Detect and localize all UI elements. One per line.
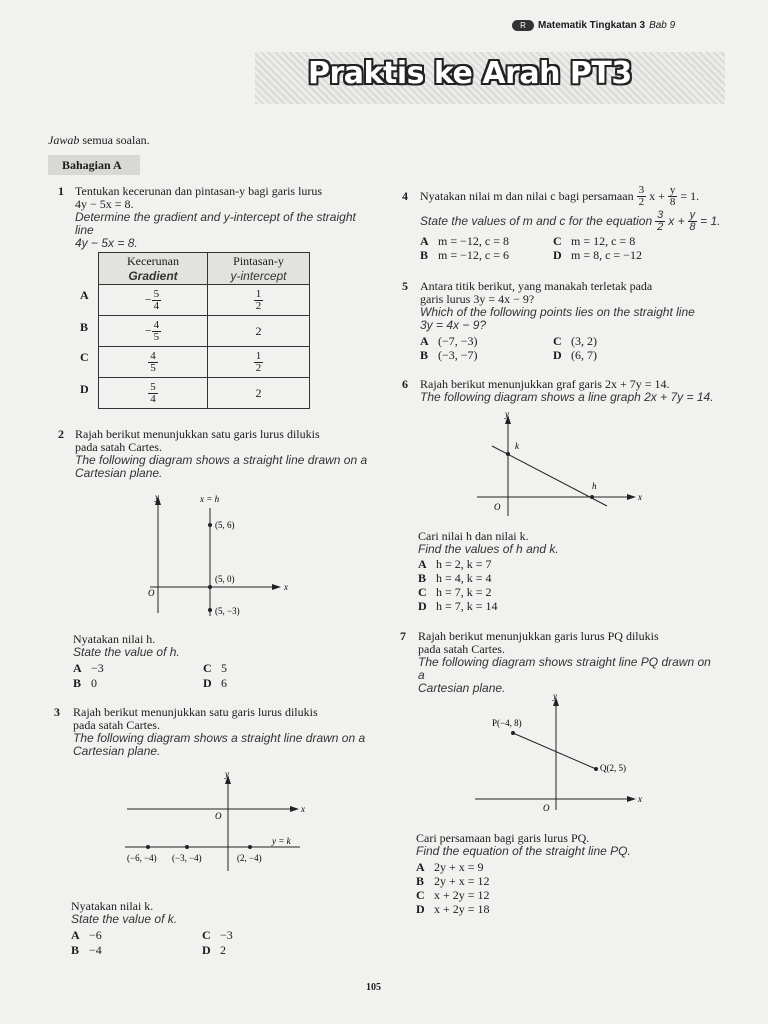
q1-text-en: Determine the gradient and y-intercept of the straight line	[75, 210, 356, 237]
q4-text-ms: Nyatakan nilai m dan nilai c bagi persamaan	[420, 189, 634, 203]
q6-ask-en: Find the values of h and k.	[418, 542, 559, 556]
option-letter: B	[418, 571, 427, 585]
q6-y-label: y	[505, 409, 509, 419]
q6-ask	[418, 530, 559, 556]
q1-col1-ms: Kecerunan	[127, 254, 179, 268]
option-letter: C	[203, 661, 212, 675]
question-number: 4	[402, 189, 408, 203]
question-1	[58, 185, 368, 250]
numerator: y	[689, 209, 696, 221]
banner-title: Praktis ke Arah PT3	[308, 56, 632, 91]
q7-y-label: y	[553, 691, 557, 701]
option-letter: D	[553, 248, 562, 262]
question-number: 3	[54, 705, 60, 719]
question-number: 7	[400, 629, 406, 643]
option-letter: D	[553, 348, 562, 362]
numerator: 4	[153, 318, 160, 331]
q2-point-3: (5, −3)	[215, 606, 240, 616]
option-value: −3	[91, 661, 104, 675]
denominator: 4	[150, 392, 156, 405]
q4-eq-mid: x +	[668, 214, 685, 228]
q4-eq-end: = 1.	[700, 214, 721, 228]
q5-option-b[interactable]	[420, 348, 478, 362]
q3-text-ms-2: pada satah Cartes.	[73, 718, 160, 732]
q7-text-en-1: The following diagram shows straight line PQ drawn on a	[418, 655, 711, 682]
q2-ask	[73, 633, 180, 659]
question-number: 6	[402, 377, 408, 391]
numerator: 3	[638, 184, 645, 196]
q3-point-2: (−3, −4)	[172, 853, 202, 863]
question-3	[54, 706, 374, 758]
option-letter: D	[418, 599, 427, 613]
q2-option-c[interactable]	[203, 661, 227, 675]
option-letter: B	[71, 943, 80, 957]
denominator: 2	[638, 196, 645, 208]
q3-option-a[interactable]	[71, 928, 102, 942]
q1-eq-ms: 4y − 5x = 8.	[75, 197, 134, 211]
q7-ask-en: Find the equation of the straight line PQ.	[416, 844, 631, 858]
q1-letter-a: A	[80, 288, 89, 302]
page-number: 105	[366, 982, 381, 993]
q1-answer-table	[98, 252, 310, 409]
fraction	[254, 351, 264, 374]
denominator: 5	[150, 361, 156, 374]
question-2	[58, 428, 373, 480]
q1-col1-en: Gradient	[128, 269, 178, 283]
q1-col2-en: y-intercept	[230, 269, 287, 283]
q1-eq-en: 4y − 5x = 8.	[75, 236, 138, 250]
q3-option-c[interactable]	[202, 928, 233, 942]
fraction	[655, 210, 665, 233]
option-value: 5	[221, 661, 227, 675]
option-value: h = 7, k = 14	[436, 599, 498, 613]
option-value: −4	[89, 943, 102, 957]
fraction	[668, 185, 678, 208]
option-letter: C	[202, 928, 211, 942]
q3-point-1: (−6, −4)	[127, 853, 157, 863]
option-value: m = −12, c = 6	[438, 248, 509, 262]
q1-letter-b: B	[80, 320, 89, 334]
q1-letter-c: C	[80, 350, 89, 364]
fraction	[148, 382, 158, 405]
fraction	[637, 185, 647, 208]
sign: −	[144, 291, 152, 306]
option-value: h = 4, k = 4	[436, 571, 492, 585]
publisher-logo: R	[512, 20, 534, 31]
q2-option-b[interactable]	[73, 676, 97, 690]
q3-y-label: y	[225, 769, 229, 779]
question-4	[402, 185, 732, 233]
option-value: (6, 7)	[571, 348, 597, 362]
question-number: 5	[402, 279, 408, 293]
q3-x-label: x	[301, 804, 305, 814]
intercept-value: 2	[208, 316, 310, 347]
option-value: (−7, −3)	[438, 334, 478, 348]
q4-option-c[interactable]	[553, 234, 635, 248]
q5-text-ms-1: Antara titik berikut, yang manakah terletak pada	[420, 279, 653, 293]
option-letter: A	[71, 928, 80, 942]
option-value: 0	[91, 676, 97, 690]
q3-option-b[interactable]	[71, 943, 102, 957]
q2-x-label: x	[284, 582, 288, 592]
option-value: m = 12, c = 8	[571, 234, 636, 248]
question-7	[400, 630, 720, 695]
option-letter: B	[416, 874, 425, 888]
option-value: x + 2y = 12	[434, 888, 490, 902]
q2-origin: O	[148, 588, 155, 598]
q6-text-en: The following diagram shows a line graph 2x + 7y = 14.	[420, 390, 714, 404]
q1-col2-ms: Pintasan-y	[233, 254, 284, 268]
option-value: −6	[89, 928, 102, 942]
q2-point-2: (5, 0)	[215, 574, 235, 584]
denominator: 8	[669, 196, 676, 208]
option-value: m = 8, c = −12	[571, 248, 642, 262]
q3-origin: O	[215, 811, 222, 821]
q5-option-c[interactable]	[553, 334, 597, 348]
option-letter: A	[418, 557, 427, 571]
q4-eq-mid: x +	[649, 189, 665, 203]
section-label: Bahagian A	[48, 155, 140, 175]
q4-text-en: State the values of m and c for the equation	[420, 214, 653, 228]
q6-ask-ms: Cari nilai h dan nilai k.	[418, 529, 529, 543]
denominator: 2	[255, 299, 262, 312]
q5-text-ms-2: garis lurus 3y = 4x − 9?	[420, 292, 535, 306]
q7-option-d[interactable]	[416, 902, 616, 916]
table-row	[99, 285, 310, 316]
option-letter: D	[203, 676, 212, 690]
option-letter: D	[202, 943, 211, 957]
fraction	[254, 289, 264, 312]
q4-eq-end: = 1.	[680, 189, 700, 203]
table-row	[99, 347, 310, 378]
q3-point-3: (2, −4)	[237, 853, 262, 863]
q4-option-d[interactable]	[553, 248, 642, 262]
q7-p-label: P(−4, 8)	[492, 718, 522, 728]
q7-ask	[416, 832, 631, 858]
q7-text-en-2: Cartesian plane.	[418, 681, 506, 695]
q3-option-d[interactable]	[202, 943, 226, 957]
q5-text-en-2: 3y = 4x − 9?	[420, 318, 487, 332]
q2-text-en-1: The following diagram shows a straight line drawn on a	[75, 453, 368, 467]
numerator: y	[669, 184, 676, 196]
chapter-label: Bab 9	[649, 20, 676, 31]
q2-option-a[interactable]	[73, 661, 104, 675]
question-number: 1	[58, 184, 64, 198]
option-value: 2	[220, 943, 226, 957]
option-value: (3, 2)	[571, 334, 597, 348]
denominator: 2	[657, 221, 664, 233]
q6-option-d[interactable]	[418, 599, 618, 613]
instruction-rest: semua soalan.	[82, 133, 150, 147]
option-letter: A	[420, 334, 429, 348]
q6-origin: O	[494, 502, 501, 512]
q3-text-en-1: The following diagram shows a straight line drawn on a	[73, 731, 366, 745]
q6-x-label: x	[638, 492, 642, 502]
q7-q-label: Q(2, 5)	[600, 763, 626, 773]
option-letter: A	[420, 234, 429, 248]
q2-option-d[interactable]	[203, 676, 227, 690]
q1-col-intercept	[208, 253, 310, 285]
q6-k-label: k	[515, 441, 519, 451]
numerator: 5	[153, 287, 160, 300]
option-letter: C	[553, 334, 562, 348]
fraction	[152, 289, 162, 312]
q7-x-label: x	[638, 794, 642, 804]
fraction	[152, 320, 162, 343]
q2-line-label: x = h	[200, 494, 220, 504]
table-row	[99, 378, 310, 409]
q7-option-b[interactable]	[416, 874, 616, 888]
q6-option-a[interactable]	[418, 557, 618, 571]
q2-graph	[130, 488, 300, 623]
option-value: h = 2, k = 7	[436, 557, 492, 571]
q3-graph	[115, 766, 315, 876]
q5-option-a[interactable]	[420, 334, 478, 348]
q1-text-ms: Tentukan kecerunan dan pintasan-y bagi garis lurus	[75, 184, 323, 198]
q4-option-b[interactable]	[420, 248, 509, 262]
q6-h-label: h	[592, 481, 597, 491]
question-number: 2	[58, 427, 64, 441]
option-letter: B	[420, 348, 429, 362]
q1-letter-d: D	[80, 382, 89, 396]
q7-ask-ms: Cari persamaan bagi garis lurus PQ.	[416, 831, 590, 845]
q6-text-ms: Rajah berikut menunjukkan graf garis 2x + 7y = 14.	[420, 377, 670, 391]
q2-ask-ms: Nyatakan nilai h.	[73, 632, 156, 646]
q7-options	[416, 860, 616, 916]
denominator: 2	[255, 361, 262, 374]
fraction	[148, 351, 158, 374]
q2-y-label: y	[155, 492, 159, 502]
q2-text-ms-2: pada satah Cartes.	[75, 440, 162, 454]
q6-option-c[interactable]	[418, 585, 618, 599]
q3-line-label: y = k	[272, 836, 291, 846]
option-value: 6	[221, 676, 227, 690]
q7-graph	[470, 688, 650, 813]
running-header	[512, 20, 675, 31]
denominator: 8	[689, 221, 696, 233]
option-value: (−3, −7)	[438, 348, 478, 362]
q7-option-c[interactable]	[416, 888, 616, 902]
q7-text-ms-2: pada satah Cartes.	[418, 642, 505, 656]
option-value: 2y + x = 12	[434, 874, 490, 888]
q2-text-en-2: Cartesian plane.	[75, 466, 163, 480]
numerator: 3	[657, 209, 664, 221]
book-title: Matematik Tingkatan 3	[538, 20, 646, 31]
option-value: 2y + x = 9	[434, 860, 484, 874]
instruction	[48, 133, 150, 148]
option-value: m = −12, c = 8	[438, 234, 509, 248]
q3-ask	[71, 900, 177, 926]
option-letter: D	[416, 902, 425, 916]
option-letter: C	[418, 585, 427, 599]
q3-text-en-2: Cartesian plane.	[73, 744, 161, 758]
q5-text-en-1: Which of the following points lies on the straight line	[420, 305, 695, 319]
numerator: 1	[255, 287, 262, 300]
q6-option-b[interactable]	[418, 571, 618, 585]
numerator: 4	[150, 349, 156, 362]
option-letter: C	[553, 234, 562, 248]
denominator: 5	[153, 330, 160, 343]
q1-col-gradient	[99, 253, 208, 285]
q3-text-ms-1: Rajah berikut menunjukkan satu garis lurus dilukis	[73, 705, 318, 719]
option-value: x + 2y = 18	[434, 902, 490, 916]
table-row	[99, 316, 310, 347]
q4-option-a[interactable]	[420, 234, 509, 248]
q6-graph	[462, 406, 662, 521]
q7-text-ms-1: Rajah berikut menunjukkan garis lurus PQ dilukis	[418, 629, 659, 643]
numerator: 5	[150, 380, 156, 393]
q6-options	[418, 557, 618, 613]
option-letter: C	[416, 888, 425, 902]
intercept-value: 2	[208, 378, 310, 409]
denominator: 4	[153, 299, 160, 312]
instruction-prefix: Jawab	[48, 133, 80, 147]
sign: −	[144, 322, 152, 337]
q3-ask-ms: Nyatakan nilai k.	[71, 899, 154, 913]
q7-option-a[interactable]	[416, 860, 616, 874]
q2-ask-en: State the value of h.	[73, 645, 180, 659]
q2-text-ms-1: Rajah berikut menunjukkan satu garis lurus dilukis	[75, 427, 320, 441]
q3-ask-en: State the value of k.	[71, 912, 178, 926]
option-letter: A	[416, 860, 425, 874]
option-value: −3	[220, 928, 233, 942]
question-6	[402, 378, 722, 404]
fraction	[688, 210, 698, 233]
option-value: h = 7, k = 2	[436, 585, 492, 599]
numerator: 1	[255, 349, 262, 362]
question-5	[402, 280, 722, 332]
q2-point-1: (5, 6)	[215, 520, 235, 530]
option-letter: B	[73, 676, 82, 690]
option-letter: B	[420, 248, 429, 262]
option-letter: A	[73, 661, 82, 675]
q7-origin: O	[543, 803, 550, 813]
q5-option-d[interactable]	[553, 348, 597, 362]
